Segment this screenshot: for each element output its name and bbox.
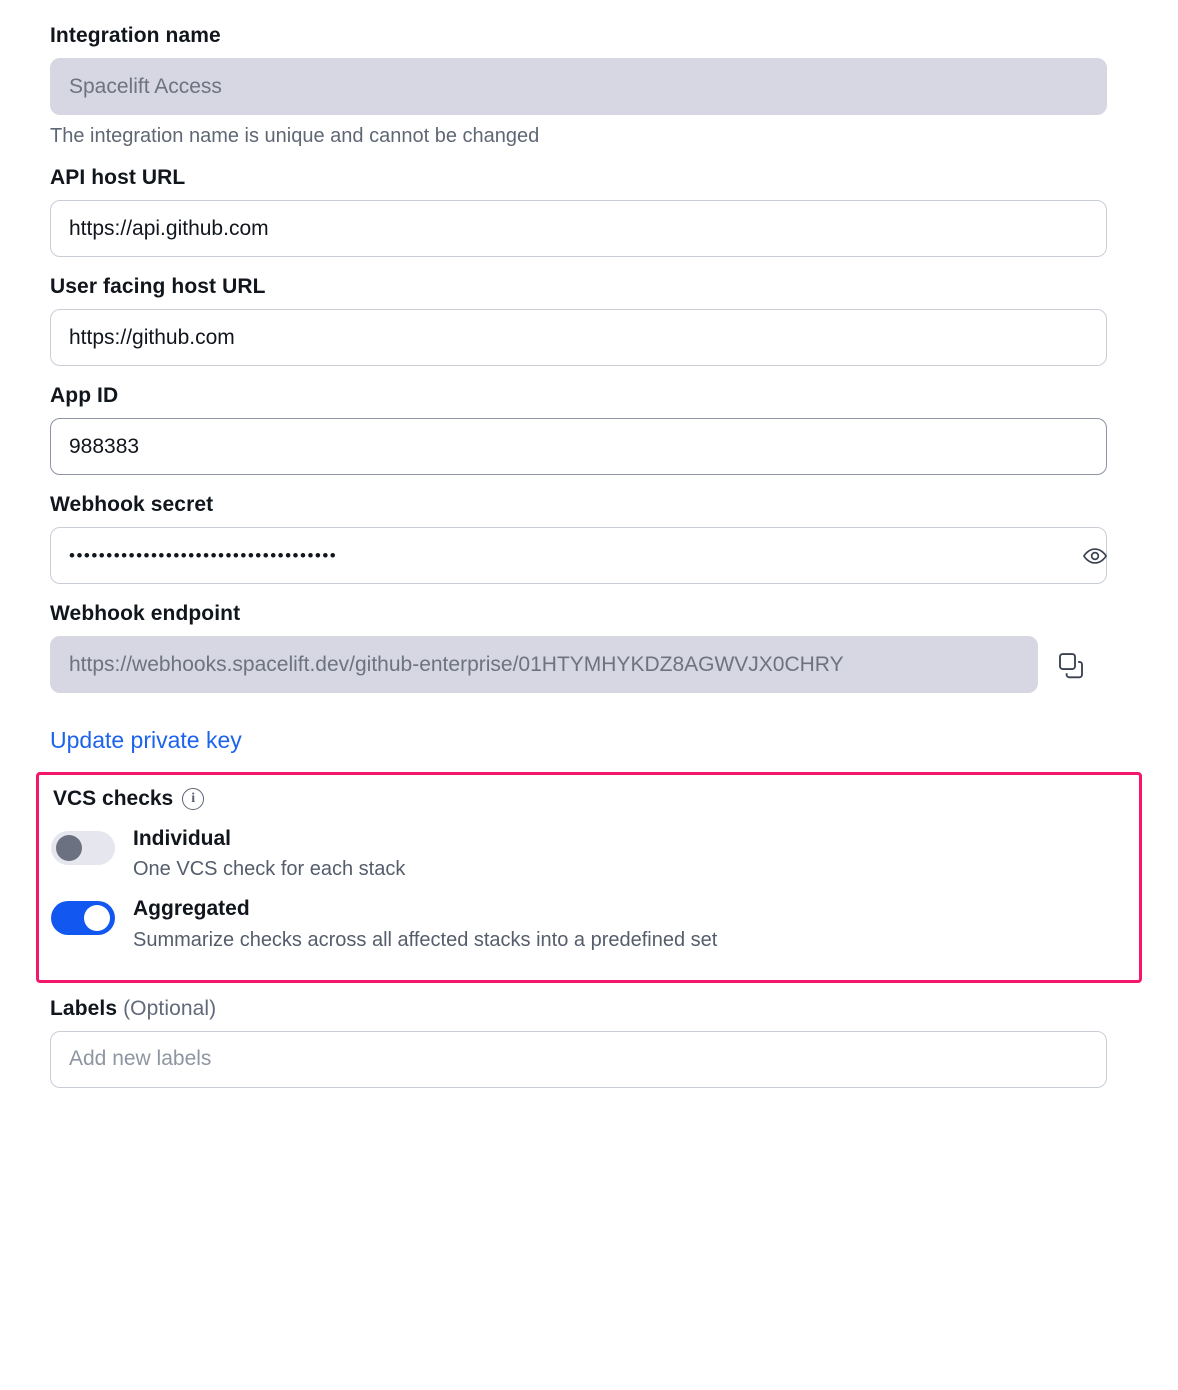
api-host-url-field — [50, 166, 1128, 257]
integration-name-value: Spacelift Access — [69, 74, 222, 98]
api-host-url-label: API host URL — [50, 166, 186, 189]
user-facing-host-url-label: User facing host URL — [50, 275, 266, 298]
webhook-secret-wrapper — [50, 527, 1128, 584]
webhook-endpoint-field — [50, 602, 1128, 693]
labels-label — [50, 997, 1128, 1021]
integration-name-field — [50, 24, 1128, 148]
labels-optional-suffix: (Optional) — [117, 996, 217, 1020]
labels-placeholder: Add new labels — [69, 1047, 212, 1071]
labels-field — [50, 997, 1128, 1088]
vcs-check-option-aggregated — [51, 895, 1127, 953]
integration-name-helper: The integration name is unique and cannot be changed — [50, 125, 540, 147]
toggle-aggregated-title: Aggregated — [133, 897, 250, 921]
app-id-value: 988383 — [69, 434, 140, 458]
integration-name-label: Integration name — [50, 24, 221, 47]
toggle-knob — [84, 905, 110, 931]
toggle-individual-title: Individual — [133, 827, 232, 850]
integration-name-input — [50, 58, 1107, 115]
update-private-key-link[interactable]: Update private key — [50, 727, 242, 753]
vcs-checks-header — [53, 787, 1127, 811]
webhook-endpoint-input — [50, 636, 1038, 693]
toggle-individual-description: One VCS check for each stack — [133, 858, 406, 881]
user-facing-host-url-input[interactable] — [50, 309, 1107, 366]
eye-icon[interactable] — [1082, 543, 1108, 569]
toggle-individual[interactable] — [51, 831, 115, 865]
vcs-check-option-individual — [51, 825, 1127, 883]
webhook-endpoint-row — [50, 636, 1128, 693]
webhook-endpoint-label: Webhook endpoint — [50, 602, 241, 625]
api-host-url-input[interactable] — [50, 200, 1107, 257]
info-icon[interactable]: i — [182, 788, 204, 810]
vcs-checks-label: VCS checks — [53, 787, 174, 810]
toggle-aggregated-description: Summarize checks across all affected stacks into a predefined set — [133, 928, 718, 951]
toggle-aggregated-text — [133, 895, 717, 953]
webhook-endpoint-value: https://webhooks.spacelift.dev/github-enterprise/01HTYMHYKDZ8AGWVJX0CHRY — [69, 652, 844, 676]
labels-input[interactable] — [50, 1031, 1107, 1088]
copy-icon[interactable] — [1052, 646, 1090, 684]
app-id-field — [50, 384, 1128, 475]
toggle-individual-text — [133, 825, 405, 883]
webhook-secret-input[interactable] — [50, 527, 1107, 584]
api-host-url-value: https://api.github.com — [69, 216, 269, 240]
app-id-input[interactable] — [50, 418, 1107, 475]
user-facing-host-url-value: https://github.com — [69, 325, 235, 349]
app-id-label: App ID — [50, 384, 119, 407]
webhook-secret-label: Webhook secret — [50, 493, 214, 516]
webhook-secret-field — [50, 493, 1128, 584]
toggle-knob — [56, 835, 82, 861]
vcs-checks-section — [36, 772, 1142, 983]
user-facing-host-url-field — [50, 275, 1128, 366]
toggle-aggregated[interactable] — [51, 901, 115, 935]
labels-label-text: Labels — [50, 996, 118, 1020]
webhook-secret-value: •••••••••••••••••••••••••••••••••••• — [69, 545, 338, 565]
